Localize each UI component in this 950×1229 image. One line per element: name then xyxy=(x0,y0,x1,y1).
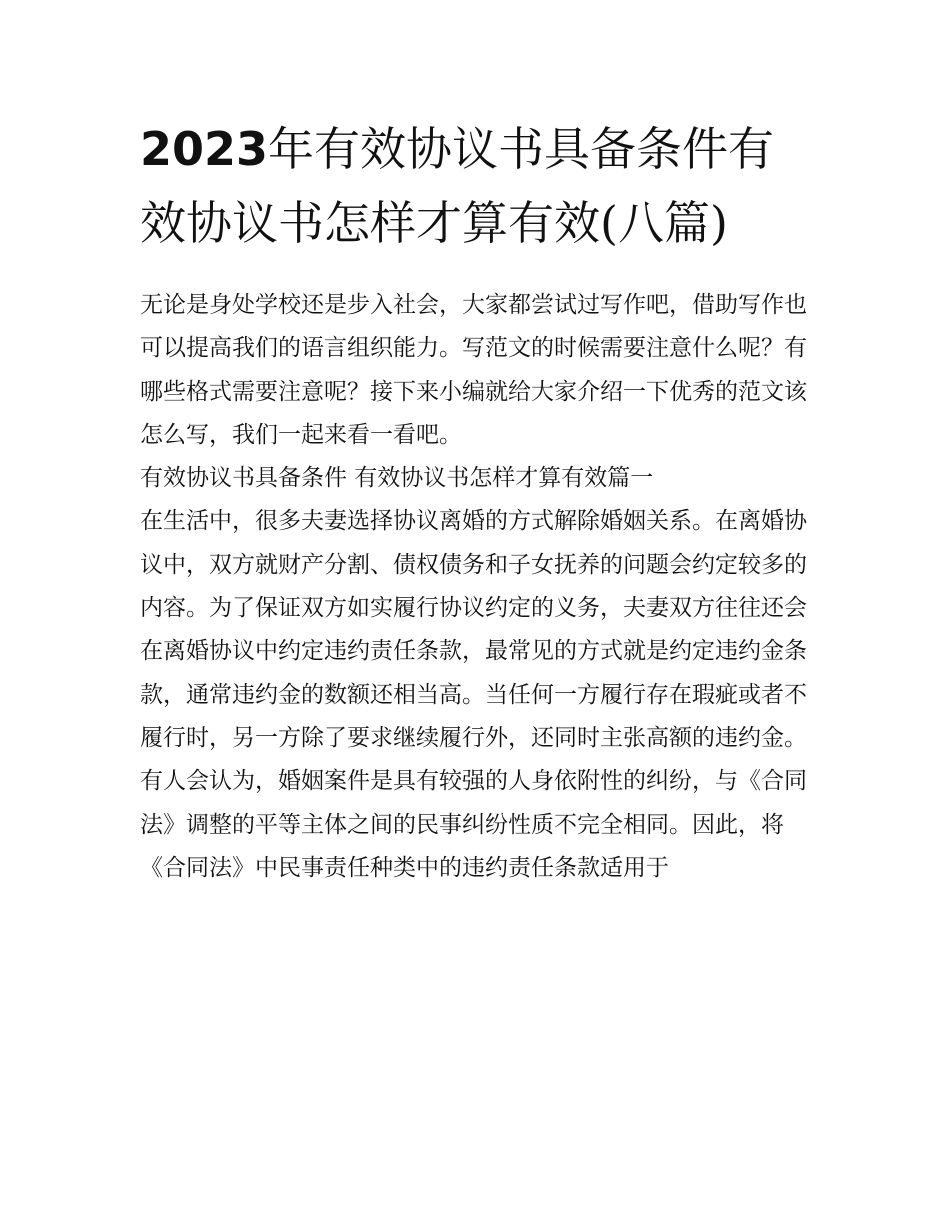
title-text: 年有效协议书具备条件有效协议书怎样才算有效(八篇) xyxy=(140,122,775,250)
body-paragraph-1: 在生活中，很多夫妻选择协议离婚的方式解除婚姻关系。在离婚协议中，双方就财产分割、债权债务和子女抚养的问题会约定较多的内容。为了保证双方如实履行协议约定的义务，夫妻双方往往还会在离婚协议中约定违约责任条款，最常见的方式就是约定违约金条款，通常违约金的数额还相当高。当任何一方履行存在瑕疵或者不履行时，另一方除了要求继续履行外，还同时主张高额的违约金。 xyxy=(140,508,807,751)
document-page xyxy=(140,112,815,890)
document-title xyxy=(140,112,815,260)
intro-paragraph: 无论是身处学校还是步入社会，大家都尝试过写作吧，借助写作也可以提高我们的语言组织能力。写范文的时候需要注意什么呢？有哪些格式需要注意呢？接下来小编就给大家介绍一下优秀的范文该怎么写，我们一起来看一看吧。 xyxy=(140,292,807,448)
section-heading: 有效协议书具备条件 有效协议书怎样才算有效篇一 xyxy=(140,465,654,492)
title-year: 2023 xyxy=(140,122,269,176)
body-paragraph-2: 有人会认为，婚姻案件是具有较强的人身依附性的纠纷，与《合同法》调整的平等主体之间的民事纠纷性质不完全相同。因此，将《合同法》中民事责任种类中的违约责任条款适用于 xyxy=(140,768,807,881)
